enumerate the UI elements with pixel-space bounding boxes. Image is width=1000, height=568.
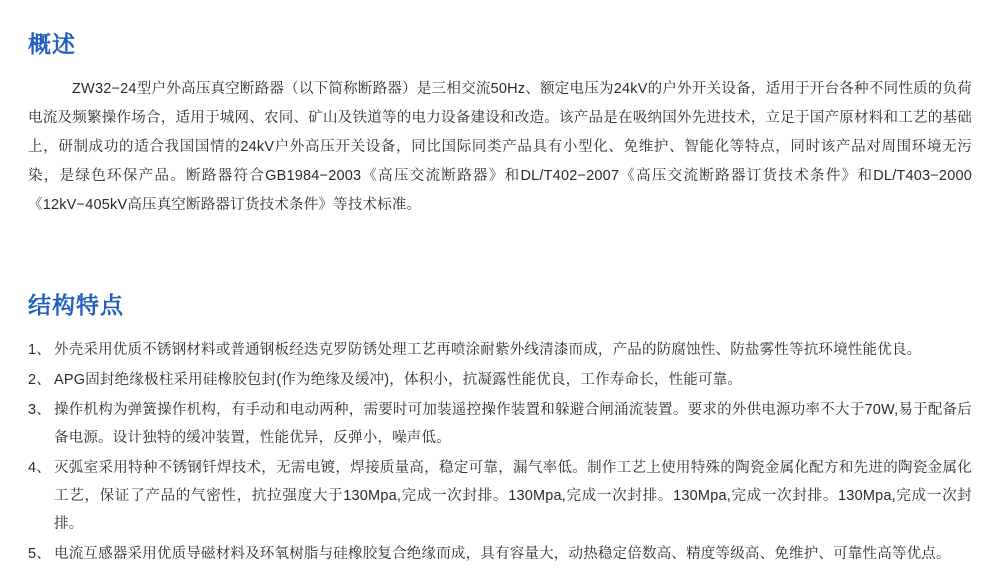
list-item-number: 2、 xyxy=(28,371,51,388)
overview-section-title: 概述 xyxy=(28,31,76,57)
list-item-text: 灭弧室采用特种不锈钢钎焊技术，无需电镀，焊接质量高，稳定可靠，漏气率低。制作工艺上使用特殊的陶瓷金属化配方和先进的陶瓷金属化工艺，保证了产品的气密性，抗拉强度大于130Mpa,完成一次封排。130Mpa,完成一次封排。130Mpa,完成一次封排。130Mpa,完成一次封排。 xyxy=(54,459,972,532)
list-item xyxy=(28,336,972,364)
list-item-number: 5、 xyxy=(28,545,51,562)
list-item-text: APG固封绝缘极柱采用硅橡胶包封(作为绝缘及缓冲)，体积小，抗凝露性能优良，工作寿命长，性能可靠。 xyxy=(54,371,743,388)
overview-paragraph xyxy=(28,75,972,220)
list-item-text: 操作机构为弹簧操作机构，有手动和电动两种，需要时可加装遥控操作装置和躲避合闸涌流装置。要求的外供电源功率不大于70W,易于配备后备电源。设计独特的缓冲装置，性能优异，反弹小，噪声低。 xyxy=(54,401,972,446)
list-item-text: 电流互感器采用优质导磁材料及环氧树脂与硅橡胶复合绝缘而成，具有容量大，动热稳定倍数高、精度等级高、免维护、可靠性高等优点。 xyxy=(54,545,951,562)
list-item xyxy=(28,366,972,394)
list-item-text: 外壳采用优质不锈钢材料或普通钢板经迭克罗防锈处理工艺再喷涂耐紫外线清漆而成，产品的防腐蚀性、防盐雾性等抗环境性能优良。 xyxy=(54,341,922,358)
list-item-number: 4、 xyxy=(28,459,51,476)
list-item-number: 1、 xyxy=(28,341,51,358)
section-spacer xyxy=(28,235,972,269)
structure-feature-list xyxy=(28,336,972,568)
list-item xyxy=(28,540,972,568)
list-item xyxy=(28,454,972,538)
structure-section-title: 结构特点 xyxy=(28,291,124,318)
list-item xyxy=(28,396,972,452)
list-item-number: 3、 xyxy=(28,401,51,418)
overview-paragraph-text: ZW32−24型户外高压真空断路器（以下简称断路器）是三相交流50Hz、额定电压为24kV的户外开关设备，适用于开台各种不同性质的负荷电流及频繁操作场合，适用于城网、农同、矿山及铁道等的电力设备建设和改造。该产品是在吸纳国外先进技术，立足于国产原材料和工艺的基础上，研制成功的适合我国国情的24kV户外高压开关设备，同比国际同类产品具有小型化、免维护、智能化等特点，同时该产品对周围环境无污染，是绿色环保产品。断路器符合GB1984−2003《高压交流断路器》和DL/T402−2007《高压交流断路器订货技术条件》和DL/T403−2000《12kV−405kV高压真空断路器订货技术条件》等技术标准。 xyxy=(28,81,972,213)
